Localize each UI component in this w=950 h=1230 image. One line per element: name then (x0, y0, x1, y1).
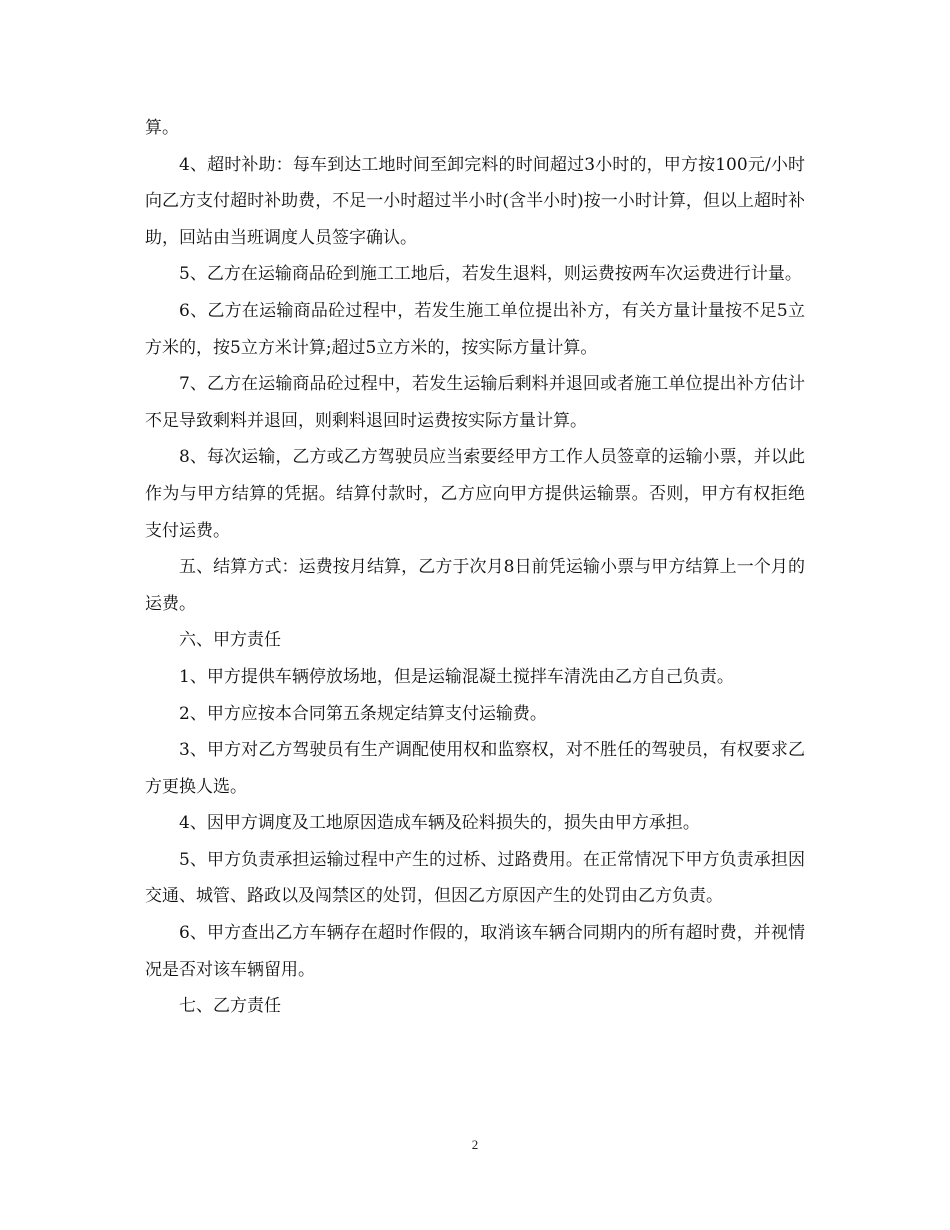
paragraph-4: 7、乙方在运输商品砼过程中，若发生运输后剩料并退回或者施工单位提出补方估计不足导致剩料并退回，则剩料退回时运费按实际方量计算。 (145, 374, 805, 431)
paragraph-0: 算。 (145, 118, 179, 138)
paragraph-13: 6、甲方查出乙方车辆存在超时作假的，取消该车辆合同期内的所有超时费，并视情况是否对该车辆留用。 (145, 923, 805, 980)
page-number: 2 (471, 1137, 479, 1152)
paragraph-3: 6、乙方在运输商品砼过程中，若发生施工单位提出补方，有关方量计量按不足5立方米的，按5立方米计算;超过5立方米的，按实际方量计算。 (145, 300, 805, 358)
paragraph-8: 1、甲方提供车辆停放场地，但是运输混凝土搅拌车清洗由乙方自己负责。 (179, 666, 734, 687)
paragraph-9: 2、甲方应按本合同第五条规定结算支付运输费。 (179, 703, 547, 724)
paragraph-11: 4、因甲方调度及工地原因造成车辆及砼料损失的，损失由甲方承担。 (179, 813, 700, 834)
section-heading-party-b-duties: 七、乙方责任 (179, 996, 281, 1017)
paragraph-6: 五、结算方式：运费按月结算，乙方于次月8日前凭运输小票与甲方结算上一个月的运费。 (145, 557, 805, 614)
paragraph-2: 5、乙方在运输商品砼到施工工地后，若发生退料，则运费按两车次运费进行计量。 (179, 264, 802, 285)
paragraph-10: 3、甲方对乙方驾驶员有生产调配使用权和监察权，对不胜任的驾驶员，有权要求乙方更换人选。 (145, 740, 805, 797)
paragraph-5: 8、每次运输，乙方或乙方驾驶员应当索要经甲方工作人员签章的运输小票，并以此作为与甲方结算的凭据。结算付款时，乙方应向甲方提供运输票。否则，甲方有权拒绝支付运费。 (145, 447, 805, 541)
document-body (145, 110, 805, 1025)
section-heading-party-a-duties: 六、甲方责任 (179, 630, 281, 651)
paragraph-12: 5、甲方负责承担运输过程中产生的过桥、过路费用。在正常情况下甲方负责承担因交通、城管、路政以及闯禁区的处罚，但因乙方原因产生的处罚由乙方负责。 (145, 849, 805, 907)
paragraph-1: 4、超时补助：每车到达工地时间至卸完料的时间超过3小时的，甲方按100元/小时向乙方支付超时补助费，不足一小时超过半小时(含半小时)按一小时计算，但以上超时补助，回站由当班调度人员签字确认。 (145, 154, 805, 248)
